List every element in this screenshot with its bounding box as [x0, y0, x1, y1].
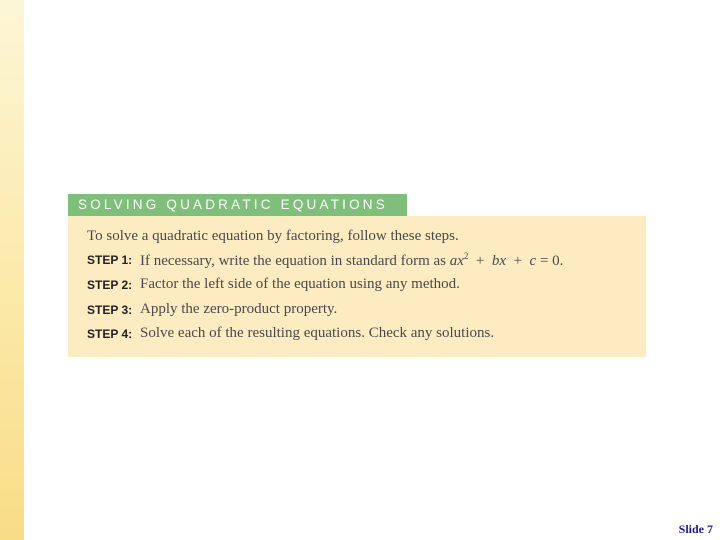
steps-panel: [68, 216, 646, 357]
intro-text: To solve a quadratic equation by factoring, follow these steps.: [87, 228, 459, 244]
box-title: SOLVING QUADRATIC EQUATIONS: [68, 194, 407, 216]
step-4-text: Solve each of the resulting equations. Check any solutions.: [140, 325, 495, 341]
step-1-text-row: [140, 251, 563, 270]
step-3-text: Apply the zero-product property.: [140, 301, 338, 317]
slide-number: Slide 7: [678, 522, 713, 536]
step-2-text: Factor the left side of the equation using any method.: [140, 276, 460, 292]
step-1-label: STEP 1:: [87, 253, 133, 267]
decorative-side-stripe: [0, 0, 24, 540]
step-4-label: STEP 4:: [87, 327, 133, 341]
step-3-label: STEP 3:: [87, 303, 133, 317]
standard-form-equation: $ax^2$ + bx + c = 0.: [449, 251, 564, 269]
step-2-label: STEP 2:: [87, 278, 133, 292]
step-1-text: If necessary, write the equation in standard form as: [140, 253, 446, 269]
